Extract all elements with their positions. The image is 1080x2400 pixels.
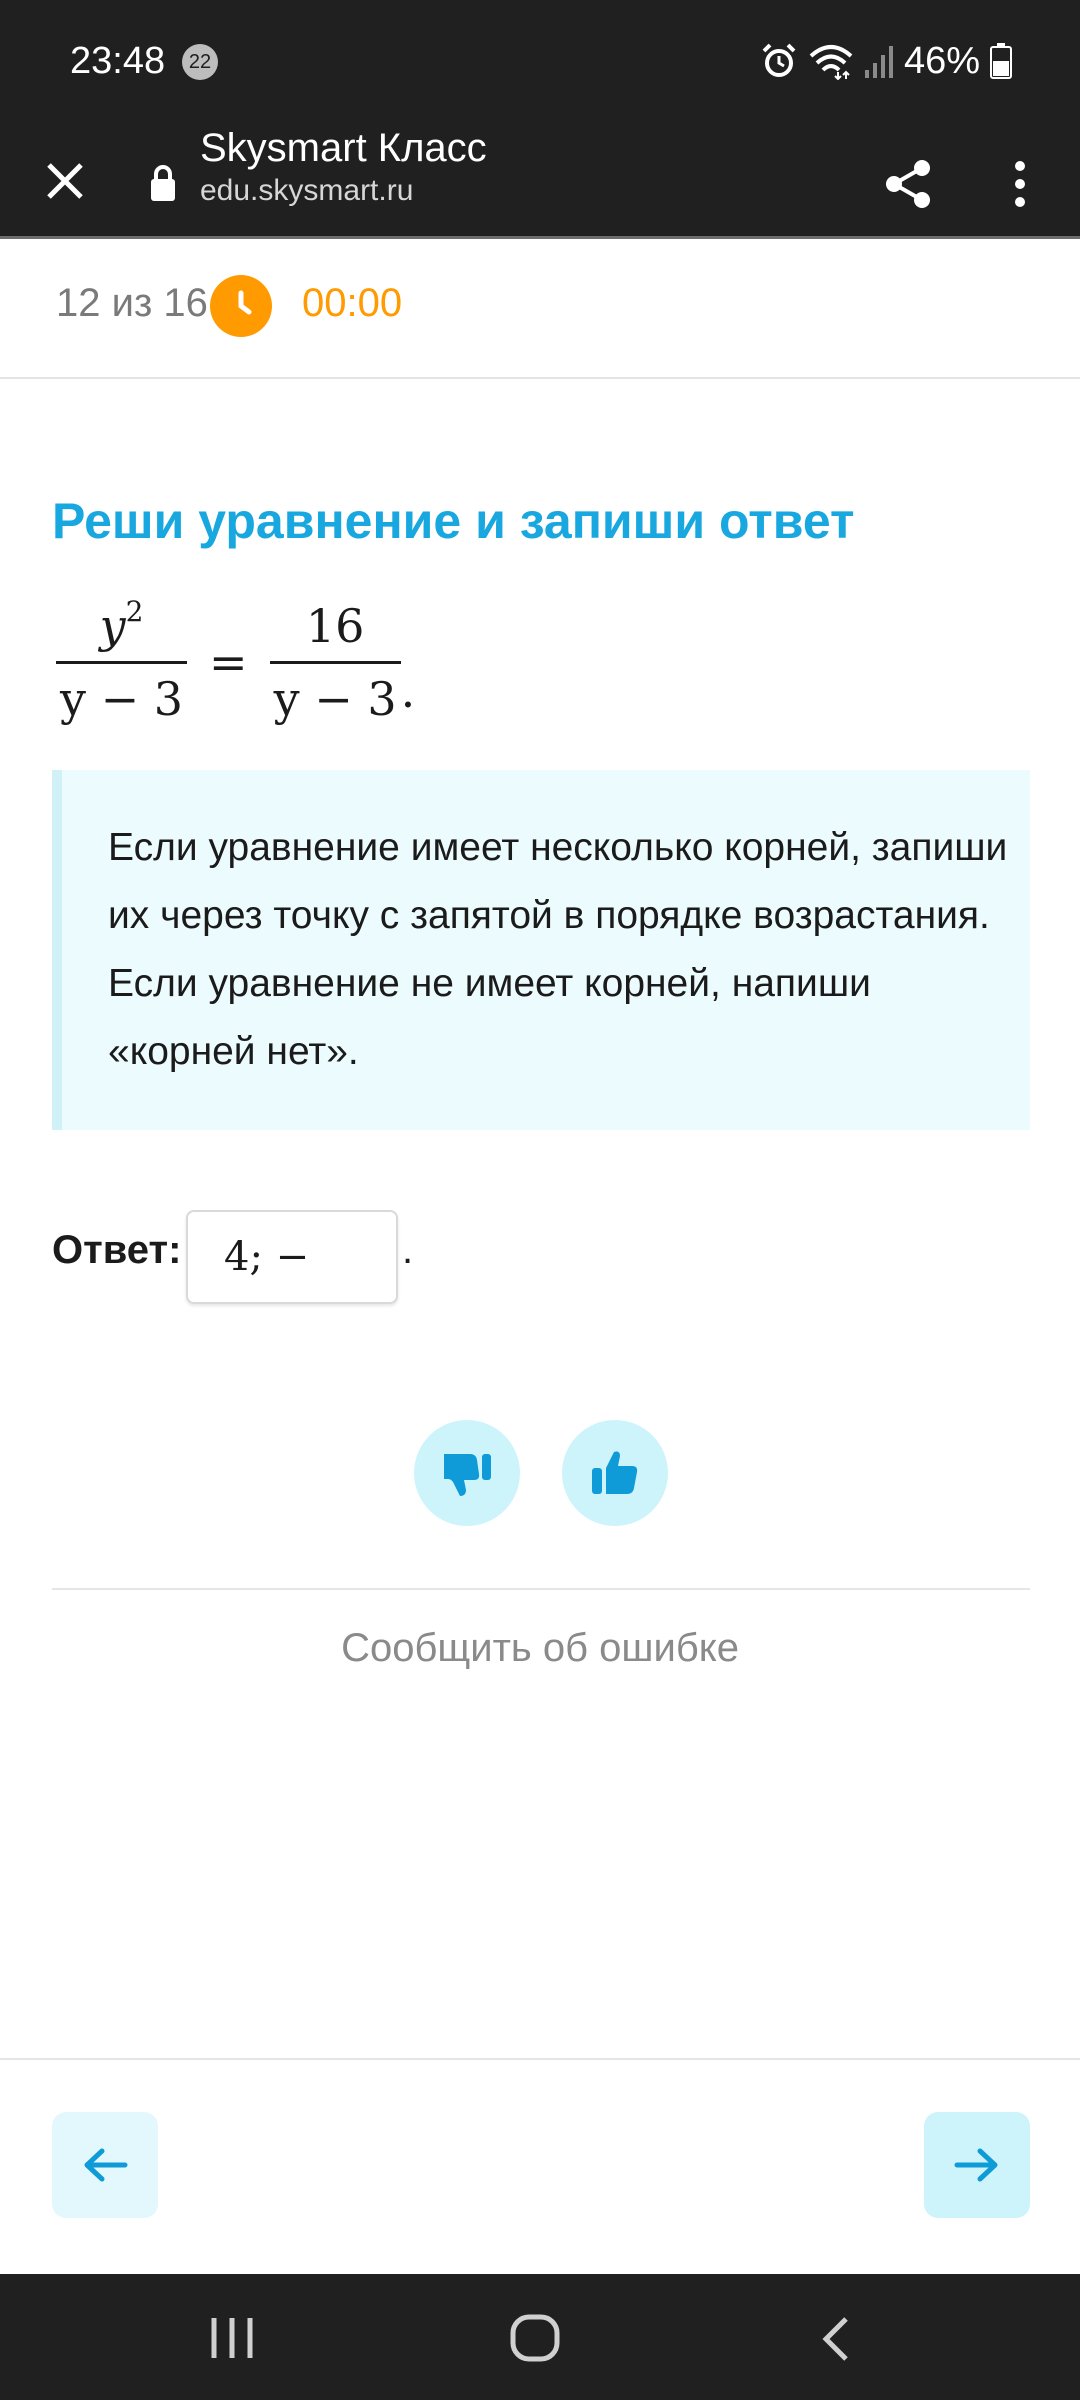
back-icon[interactable]: [818, 2316, 854, 2362]
share-icon[interactable]: [880, 132, 936, 232]
equation: [56, 592, 415, 732]
question-counter: 12 из 16: [56, 281, 208, 325]
dislike-button[interactable]: [414, 1420, 520, 1526]
report-error-link[interactable]: Сообщить об ошибке: [341, 1626, 739, 1670]
home-icon[interactable]: [510, 2314, 560, 2362]
arrow-right-icon: [954, 2145, 1000, 2185]
status-bar: [0, 0, 1080, 126]
answer-input[interactable]: [186, 1210, 398, 1304]
left-fraction: [56, 595, 187, 726]
notification-badge: 22: [182, 44, 218, 80]
equals-sign: =: [209, 635, 248, 689]
left-exponent: 2: [125, 595, 144, 629]
wifi-icon: [808, 42, 854, 80]
equation-period: .: [400, 664, 416, 718]
battery-level: 46%: [903, 39, 980, 82]
more-vert-icon[interactable]: [1000, 134, 1040, 234]
content-divider: [52, 1588, 1030, 1590]
lock-icon: [148, 146, 178, 216]
answer-label: Ответ:: [52, 1228, 182, 1272]
alarm-icon: [760, 42, 798, 80]
system-navigation-bar: [0, 2274, 1080, 2400]
hint-box: [52, 770, 1030, 1130]
thumbs-up-icon: [588, 1446, 642, 1500]
status-time: 23:48: [70, 40, 166, 82]
close-button[interactable]: [40, 156, 90, 206]
answer-period: .: [402, 1228, 414, 1272]
status-icons: [760, 36, 1012, 86]
hint-text: Если уравнение имеет несколько корней, запиши их через точку с запятой в порядке возрастания. Если уравнение не имеет корней, напиши «корней нет».: [108, 826, 1008, 1073]
arrow-left-icon: [82, 2145, 128, 2185]
thumbs-down-icon: [440, 1446, 494, 1500]
left-numerator: y: [99, 598, 126, 653]
signal-icon: [864, 44, 894, 78]
right-fraction: [270, 599, 401, 726]
browser-toolbar: [0, 126, 1080, 236]
next-button[interactable]: [924, 2112, 1030, 2218]
recent-apps-icon[interactable]: [208, 2316, 256, 2360]
previous-button[interactable]: [52, 2112, 158, 2218]
page-title: Skysmart Класс: [200, 126, 487, 170]
left-denominator: y − 3: [56, 661, 187, 726]
footer-divider: [0, 2058, 1080, 2060]
page-url[interactable]: edu.skysmart.ru: [200, 174, 414, 207]
right-denominator: y − 3: [270, 661, 401, 726]
close-icon: [45, 161, 85, 201]
timer: 00:00: [302, 281, 403, 325]
battery-icon: [990, 43, 1012, 79]
progress-header: [0, 239, 1080, 379]
task-title: Реши уравнение и запиши ответ: [52, 493, 855, 549]
right-numerator: 16: [305, 598, 365, 653]
like-button[interactable]: [562, 1420, 668, 1526]
clock-icon: [210, 275, 272, 337]
